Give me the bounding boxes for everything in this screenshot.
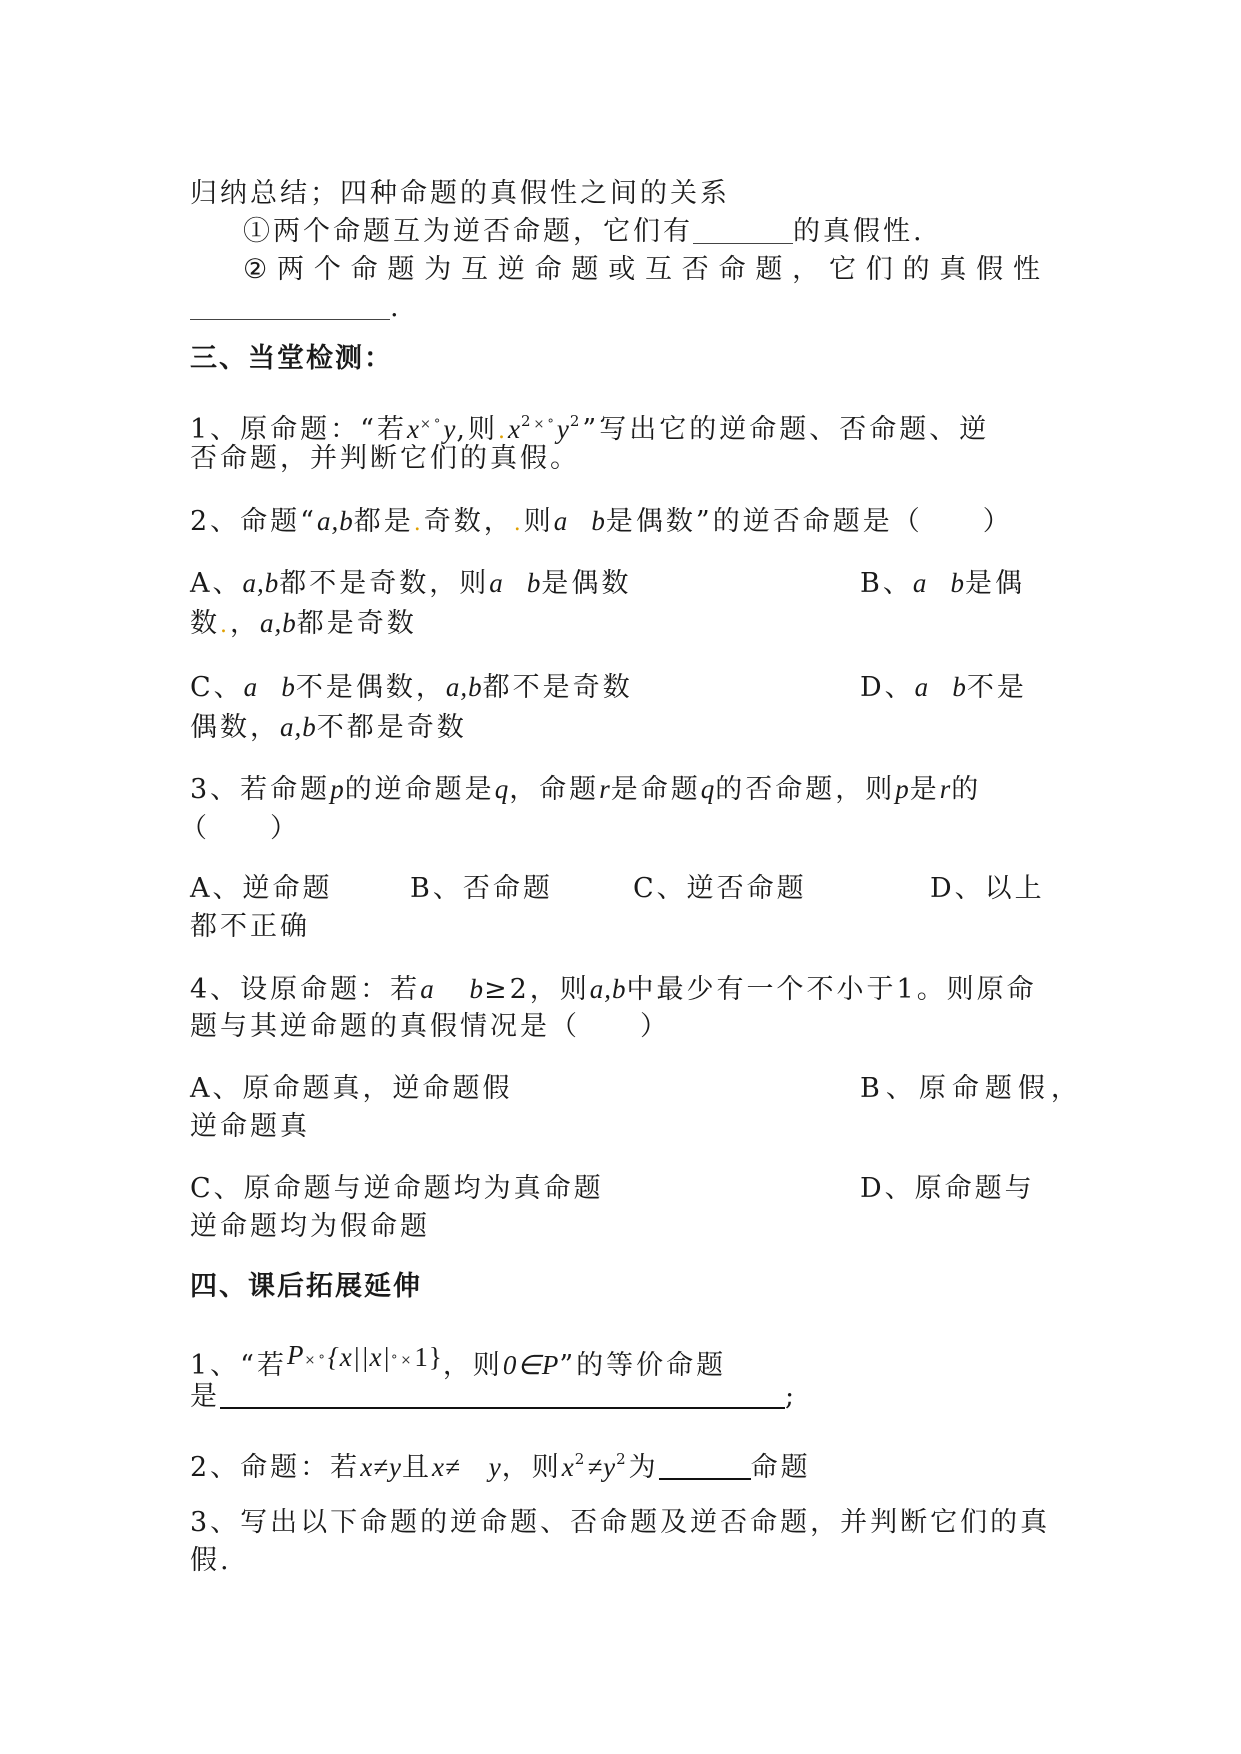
s3q2-option-d-cont: 偶数， xyxy=(190,712,280,743)
s3q3-option-a: A、逆命题 xyxy=(190,873,333,904)
s4q1-expr: 0∈P xyxy=(502,1350,560,1380)
s4q2-text-a: 2、命题：若 xyxy=(190,1452,361,1483)
s3q3-q-2: q xyxy=(700,774,716,804)
s4q2-x2: x xyxy=(561,1452,575,1482)
summary-item-2 xyxy=(243,251,1043,289)
s3q2-text-d: 则 xyxy=(523,506,554,537)
s4q1-glyph-3: ° xyxy=(390,1353,401,1368)
s3-question-2 xyxy=(190,502,1070,543)
s3q1-y2: y xyxy=(556,414,570,444)
summary-item-2-char: 互 xyxy=(461,254,491,285)
s3q2-option-b-orange-dot: . xyxy=(220,613,230,638)
s3q2-option-d-end: 不都是奇数 xyxy=(316,712,467,743)
summary-item-2-char: 否 xyxy=(681,254,712,285)
s3q1-orange-dot: . xyxy=(497,419,508,444)
s4-question-2 xyxy=(190,1440,1070,1487)
s3q4-a: a xyxy=(420,974,435,1004)
s3q1-exp-2: 2 xyxy=(569,412,583,430)
s3q2-option-b-end: 都是奇数 xyxy=(296,608,417,639)
s3q3-option-d: D、以上 xyxy=(930,873,1045,904)
s3q3-text-b: 的逆命题是 xyxy=(344,774,495,805)
s3q3-text-e: 的否命题，则 xyxy=(715,774,896,805)
s4q2-text-b: 且 xyxy=(401,1452,432,1483)
s3q2-option-a-b: b xyxy=(526,568,542,598)
s4q2-expr-2: x≠ y xyxy=(431,1452,502,1482)
s3q2-option-d-a: a xyxy=(914,672,930,702)
summary-item-2-char: ② xyxy=(243,254,271,285)
s3q4-option-d: D、原命题与 xyxy=(860,1173,1035,1204)
s3q1-x2: x xyxy=(507,414,521,444)
s3q4-two: 2 xyxy=(509,974,530,1005)
s3q2-ab: a,b xyxy=(316,506,354,536)
s3q2-orange-dot-2: . xyxy=(513,511,524,536)
summary-item-2-char: 或 xyxy=(608,254,639,285)
s3q2-text-e: 是偶数”的逆否命题是（ ） xyxy=(605,506,1013,537)
s3q2-text-c: 奇数， xyxy=(423,506,514,537)
summary-item-2-line2 xyxy=(190,289,1070,327)
s3q4-option-c: C、原命题与逆命题均为真命题 xyxy=(190,1173,604,1204)
s3q4-option-b: B、原命题假， xyxy=(860,1073,1084,1104)
s4-question-3: 3、写出以下命题的逆命题、否命题及逆否命题，并判断它们的真 xyxy=(190,1507,1051,1538)
summary-item-2-end: . xyxy=(390,292,402,323)
s3q3-p-2: p xyxy=(895,774,910,804)
s3q2-option-b-cont: 数 xyxy=(190,608,220,639)
s4q1-end: ; xyxy=(785,1381,798,1412)
summary-item-1-end: 的真假性. xyxy=(793,216,925,247)
s4q2-exp-2: 2 xyxy=(616,1450,629,1468)
summary-item-2-char: 命 xyxy=(534,254,565,285)
summary-item-2-char: 真 xyxy=(939,254,970,285)
s3q4-ge: ≥ xyxy=(483,974,510,1005)
s3q4-option-a: A、原命题真，逆命题假 xyxy=(190,1073,513,1104)
s4q2-text-d: 为 xyxy=(628,1452,659,1483)
s3q4-ab: a,b xyxy=(589,974,627,1004)
s4q2-y2: y xyxy=(603,1452,617,1482)
summary-item-2-char: 题 xyxy=(387,254,418,285)
s3q2-option-b-label: B、 xyxy=(860,568,913,599)
s3-question-4 xyxy=(190,970,1070,1009)
s3q1-glyph: × xyxy=(419,417,434,432)
s3q4-b: b xyxy=(469,974,484,1004)
s3q2-option-b-ab: a,b xyxy=(260,608,297,638)
s3q2-option-b-a: a xyxy=(912,568,928,598)
s3q2-option-b xyxy=(860,564,1025,603)
s3q2-orange-dot: . xyxy=(413,511,424,536)
s4q2-ne: ≠ xyxy=(587,1452,604,1482)
s3-question-4-line2: 题与其逆命题的真假情况是（ ） xyxy=(190,1011,670,1042)
s3q4-text-c: 中最少有一个不小于 xyxy=(626,974,897,1005)
s3q2-option-d-ab: a,b xyxy=(280,712,317,742)
s4q1-text-c: ”的等价命题 xyxy=(559,1350,727,1381)
summary-item-2-char: 题 xyxy=(571,254,602,285)
s3q4-one: 1 xyxy=(896,974,917,1005)
s4q1-glyph: × xyxy=(304,1353,319,1368)
summary-item-1-blank xyxy=(693,243,793,244)
s4q1-one: 1} xyxy=(414,1342,443,1372)
summary-heading: 归纳总结；四种命题的真假性之间的关系 xyxy=(190,178,730,209)
summary-item-2-char: 两 xyxy=(277,254,308,285)
s3q2-option-d-label: D、 xyxy=(860,672,915,703)
summary-item-2-char: 的 xyxy=(902,254,933,285)
s3q2-option-d-b: b xyxy=(952,672,967,702)
s3q3-text-f: 是 xyxy=(909,774,940,805)
s3q2-option-c-a: a xyxy=(243,672,259,702)
s3q2-option-d-text: 不是 xyxy=(966,672,1027,703)
s3q1-exp: 2 xyxy=(520,412,534,430)
s3q1-text-a: 1、原命题：“若 xyxy=(190,414,407,445)
s4q1-set: {x||x| xyxy=(327,1342,391,1372)
s3q2-option-a-ab: a,b xyxy=(242,568,280,598)
s3q3-r-2: r xyxy=(939,774,952,804)
s3-question-3-line2: （ ） xyxy=(180,813,300,844)
s4q1-P: P xyxy=(286,1340,305,1370)
summary-item-2-char: 个 xyxy=(313,254,344,285)
s3q1-x: x xyxy=(406,414,420,444)
section-4-title: 四、课后拓展延伸 xyxy=(190,1271,422,1302)
s3q2-text-b: 都是 xyxy=(353,506,414,537)
s3q1-glyph-4: ° xyxy=(547,417,557,432)
s3q2-text-a: 2、命题“ xyxy=(190,506,317,537)
summary-item-2-char: 性 xyxy=(1012,254,1043,285)
s3q2-option-a-a: a xyxy=(489,568,504,598)
s4-question-1-line2 xyxy=(190,1378,1070,1416)
s3q2-option-c-ab: a,b xyxy=(445,672,483,702)
summary-item-2-char: 命 xyxy=(350,254,381,285)
s3q1-text-c: ”写出它的逆命题、否命题、逆 xyxy=(582,414,990,445)
s3q2-a: a xyxy=(553,506,569,536)
s3-question-3 xyxy=(190,770,1070,809)
s3q3-text-d: 是命题 xyxy=(610,774,701,805)
s3q3-option-d-line2: 都不正确 xyxy=(190,911,310,942)
s3q3-option-b: B、否命题 xyxy=(410,873,553,904)
s3q2-option-c xyxy=(190,668,633,707)
s4q1-answer-blank xyxy=(220,1407,785,1409)
s3q2-option-d-line2 xyxy=(190,708,467,747)
s4q2-exp: 2 xyxy=(574,1450,588,1468)
s3q3-text-g: 的 xyxy=(951,774,982,805)
s3q4-text-a: 4、设原命题：若 xyxy=(190,974,421,1005)
s3q1-text-b: ,则 xyxy=(456,414,498,445)
s4q1-glyph-4: × xyxy=(400,1353,415,1368)
s3q2-option-a-text: 都不是奇数，则 xyxy=(279,568,490,599)
summary-item-2-char: 们 xyxy=(865,254,896,285)
s4q2-expr-1: x≠y xyxy=(360,1452,402,1482)
s4q2-text-c: ，则 xyxy=(501,1452,562,1483)
s4q1-text-a: 1、“若 xyxy=(190,1350,287,1381)
s3q3-r: r xyxy=(599,774,611,804)
s3q4-text-b: ，则 xyxy=(529,974,590,1005)
s3q3-text-c: ，命题 xyxy=(509,774,600,805)
s3q2-option-b-text: 是偶 xyxy=(965,568,1026,599)
summary-item-2-blank xyxy=(190,319,390,320)
s3q2-option-a-label: A、 xyxy=(190,568,243,599)
s3-question-1-line2: 否命题，并判断它们的真假。 xyxy=(190,443,580,474)
s3q2-option-c-text: 不是偶数， xyxy=(295,672,446,703)
s3q2-option-c-label: C、 xyxy=(190,672,244,703)
summary-item-2-char: 题 xyxy=(755,254,786,285)
s3q2-option-a-end: 是偶数 xyxy=(541,568,632,599)
s3q1-glyph-3: × xyxy=(533,417,548,432)
s3q2-option-c-end: 都不是奇数 xyxy=(482,672,633,703)
s4q1-line2-text: 是 xyxy=(190,1381,220,1412)
summary-item-1 xyxy=(243,213,1123,251)
s3q4-text-d: 。则原命 xyxy=(916,974,1037,1005)
s4q1-text-b: ，则 xyxy=(442,1350,503,1381)
summary-item-2-char: 命 xyxy=(718,254,749,285)
s4-question-3-line2: 假. xyxy=(190,1545,232,1576)
s4q2-text-e: 命题 xyxy=(750,1452,811,1483)
s4q1-glyph-2: ° xyxy=(318,1353,328,1368)
s3q2-option-c-b: b xyxy=(281,672,296,702)
s3q2-b: b xyxy=(591,506,606,536)
summary-item-2-char: 为 xyxy=(424,254,455,285)
s3q2-option-a xyxy=(190,564,631,603)
summary-item-2-char: 它 xyxy=(828,254,859,285)
s3q1-glyph-2: ° xyxy=(433,417,444,432)
s3q2-option-b-comma: ， xyxy=(230,608,260,639)
s4q2-answer-blank xyxy=(659,1478,751,1480)
s3q2-option-d xyxy=(860,668,1027,707)
s3q1-y: y xyxy=(443,414,457,444)
section-3-title: 三、当堂检测： xyxy=(190,343,393,374)
s3q3-text-a: 3、若命题 xyxy=(190,774,331,805)
summary-item-2-char: ， xyxy=(792,254,823,285)
summary-item-1-text: ①两个命题互为逆否命题，它们有 xyxy=(243,216,693,247)
summary-item-2-char: 假 xyxy=(976,254,1007,285)
s3q2-option-b-b: b xyxy=(950,568,966,598)
s3q2-option-b-line2 xyxy=(190,604,417,645)
s3q4-option-d-line2: 逆命题均为假命题 xyxy=(190,1211,430,1242)
s3q4-option-b-line2: 逆命题真 xyxy=(190,1111,310,1142)
summary-item-2-char: 互 xyxy=(644,254,675,285)
summary-item-2-char: 逆 xyxy=(497,254,528,285)
s3q3-p: p xyxy=(330,774,345,804)
s3q3-q: q xyxy=(494,774,510,804)
s3q3-option-c: C、逆否命题 xyxy=(633,873,807,904)
